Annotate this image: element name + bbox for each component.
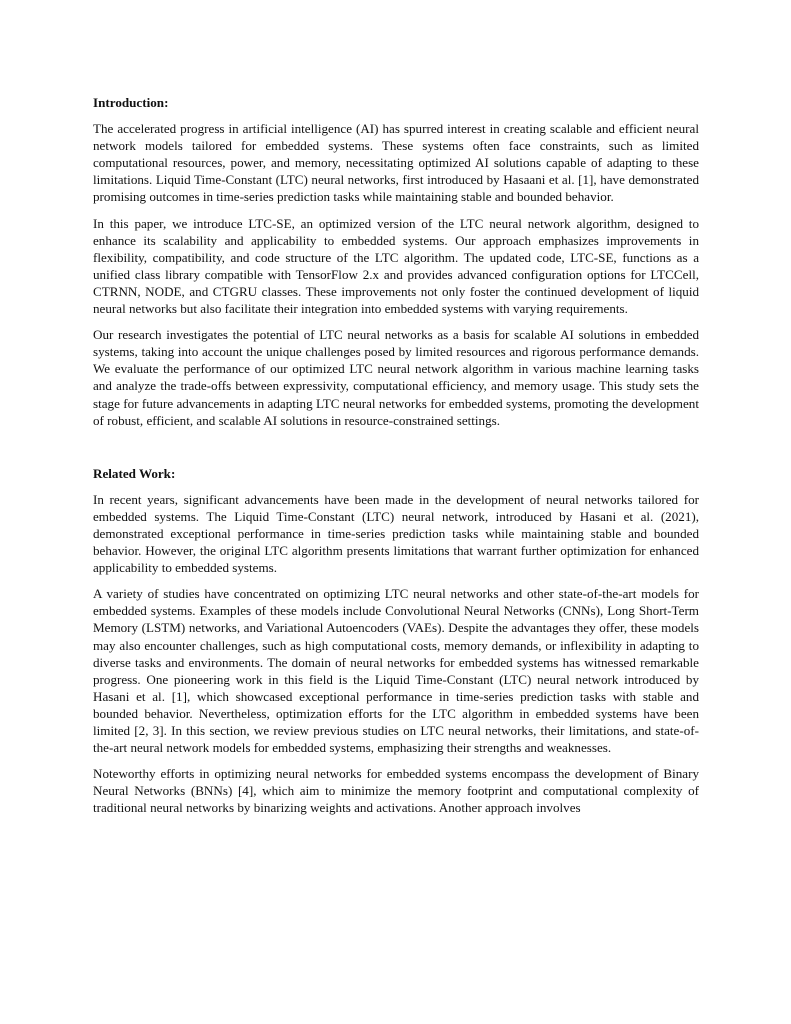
intro-paragraph-3: Our research investigates the potential of LTC neural networks as a basis for scalable AI solutions in embedded systems, taking into account the unique challenges posed by limited resources and rigorous performance demands. We evaluate the performance of our optimized LTC neural network algorithm in various machine learning tasks and analyze the trade-offs between expressivity, computational efficiency, and memory usage. This study sets the stage for future advancements in adapting LTC neural networks for embedded systems, promoting the development of robust, efficient, and scalable AI solutions in resource-constrained settings. — [93, 327, 699, 428]
section-related-work — [93, 465, 699, 817]
document-page — [93, 94, 699, 825]
intro-paragraph-2: In this paper, we introduce LTC-SE, an optimized version of the LTC neural network algorithm, designed to enhance its scalability and applicability to embedded systems. Our approach emphasizes improvements in flexibility, compatibility, and code structure of the LTC algorithm. The updated code, LTC-SE, functions as a unified class library compatible with TensorFlow 2.x and provides advanced configuration options for LTCCell, CTRNN, NODE, and CTGRU classes. These improvements not only foster the continued development of liquid neural networks but also facilitate their integration into embedded systems with varying requirements. — [93, 215, 699, 317]
section-spacer — [93, 438, 699, 465]
section-introduction — [93, 94, 699, 429]
intro-paragraph-1: The accelerated progress in artificial intelligence (AI) has spurred interest in creating scalable and efficient neural network models tailored for embedded systems. These systems often face constraints, such as limited computational resources, power, and memory, necessitating optimized AI solutions capable of adapting to these limitations. Liquid Time-Constant (LTC) neural networks, first introduced by Hasaani et al. [1], have demonstrated promising outcomes in time-series prediction tasks while maintaining stable and bounded behavior. — [93, 121, 699, 205]
related-paragraph-3: Noteworthy efforts in optimizing neural networks for embedded systems encompass the development of Binary Neural Networks (BNNs) [4], which aim to minimize the memory footprint and computational complexity of traditional neural networks by binarizing weights and activations. Another approach involves — [93, 766, 699, 816]
section-heading-introduction: Introduction: — [93, 95, 169, 110]
related-paragraph-1: In recent years, significant advancements have been made in the development of neural networks tailored for embedded systems. The Liquid Time-Constant (LTC) neural network, introduced by Hasani et al. (2021), demonstrated exceptional performance in time-series prediction tasks while maintaining stable and bounded behavior. However, the original LTC algorithm presents limitations that warrant further optimization for enhanced applicability to embedded systems. — [93, 491, 699, 576]
section-heading-related-work: Related Work: — [93, 465, 176, 481]
related-paragraph-2: A variety of studies have concentrated on optimizing LTC neural networks and other state-of-the-art models for embedded systems. Examples of these models include Convolutional Neural Networks (CNNs), Long Short-Term Memory (LSTM) networks, and Variational Autoencoders (VAEs). Despite the advantages they offer, these models may also encounter challenges, such as high computational costs, memory demands, or inflexibility in adapting to diverse tasks and environments. The domain of neural networks for embedded systems has witnessed remarkable progress. One pioneering work in this field is the Liquid Time-Constant (LTC) neural network introduced by Hasani et al. [1], which showcased exceptional performance in time-series prediction tasks with stable and bounded behavior. Nevertheless, optimization efforts for the LTC algorithm in embedded systems have been limited [2, 3]. In this section, we review previous studies on LTC neural networks, their limitations, and state-of-the-art neural network models for embedded systems, emphasizing their strengths and weaknesses. — [93, 586, 699, 756]
